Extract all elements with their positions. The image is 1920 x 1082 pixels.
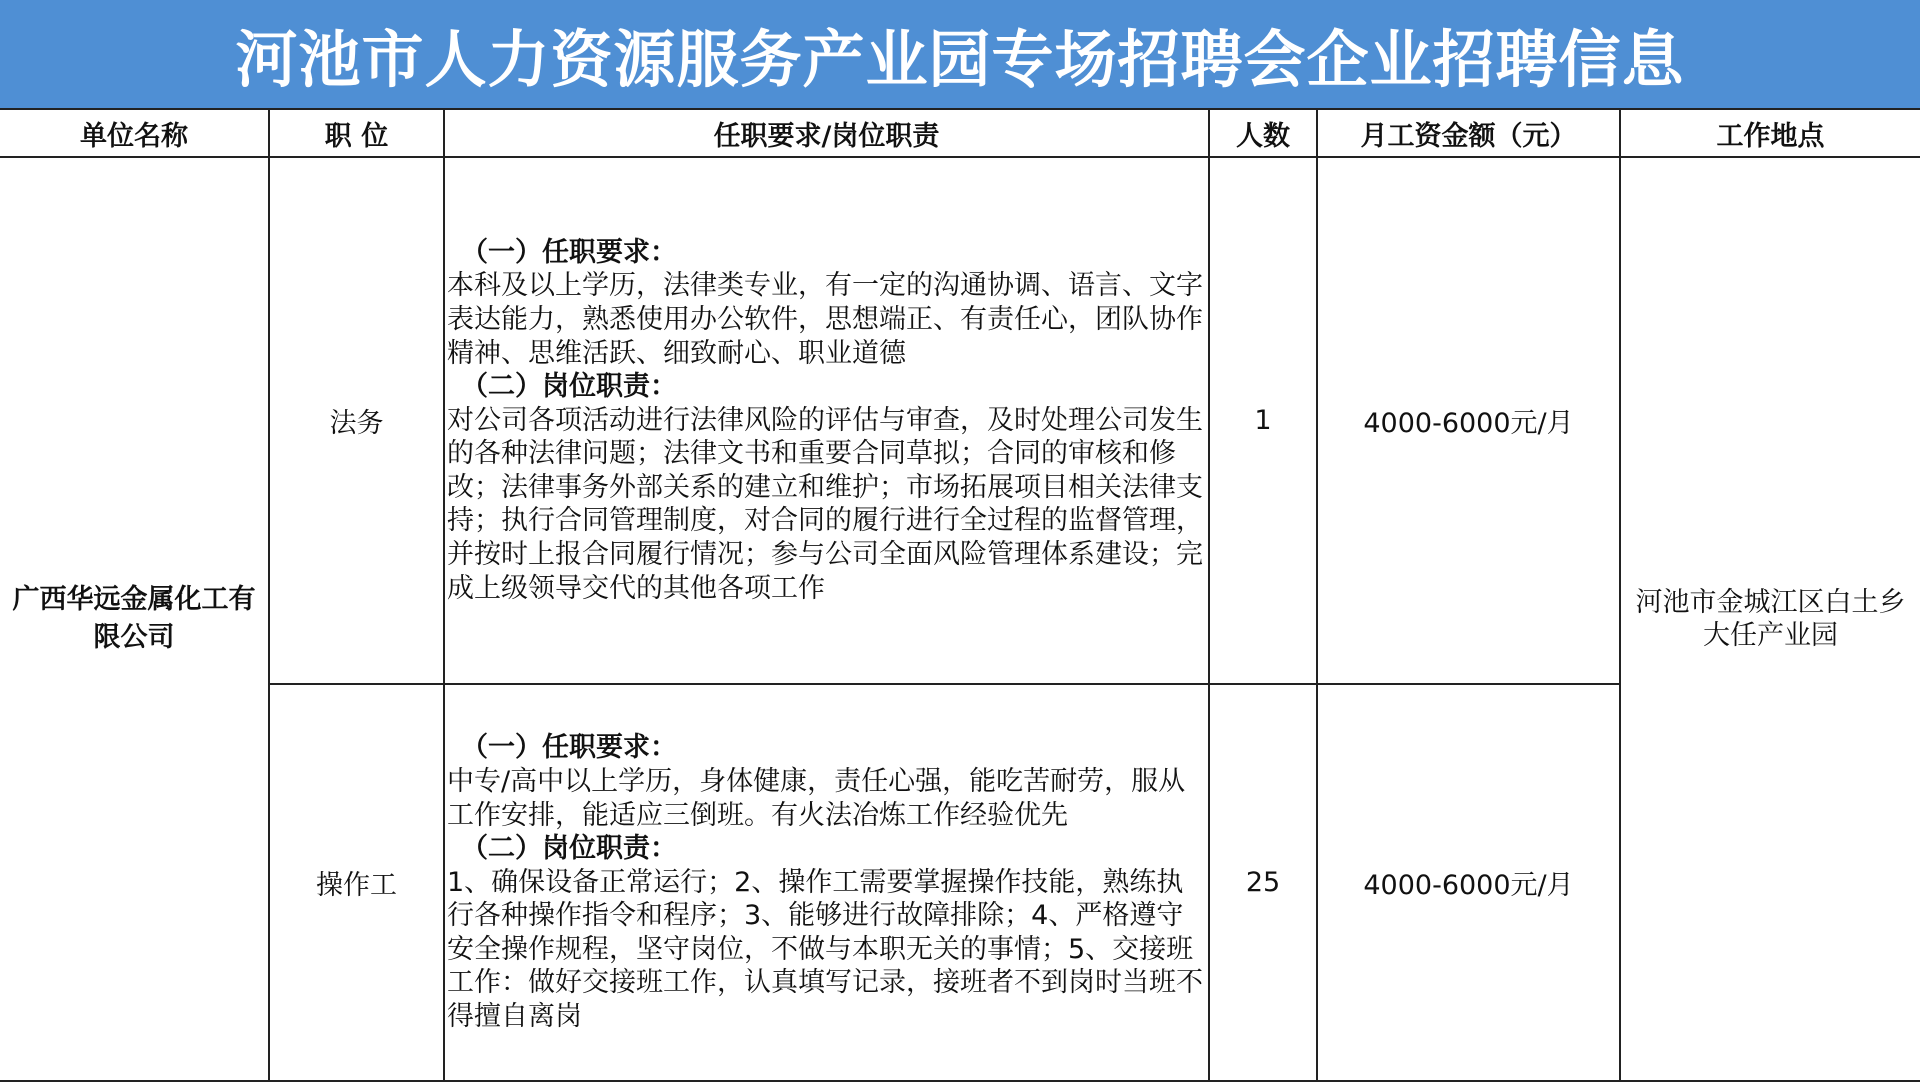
job-salary: 4000-6000元/月 [1317, 684, 1620, 1081]
header-position: 职 位 [269, 109, 444, 157]
table-row [0, 157, 1920, 684]
recruitment-table [0, 108, 1920, 1082]
header-headcount: 人数 [1209, 109, 1317, 157]
header-requirements: 任职要求/岗位职责 [444, 109, 1209, 157]
requirement-heading: （一）任职要求： [461, 236, 677, 268]
work-location: 河池市金城江区白土乡大任产业园 [1620, 157, 1920, 1081]
title-banner [0, 0, 1920, 108]
duty-text: 对公司各项活动进行法律风险的评估与审查，及时处理公司发生的各种法律问题；法律文书和重要合同草拟；合同的审核和修改；法律事务外部关系的建立和维护；市场拓展项目相关法律支持；执行合同管理制度，对合同的履行进行全过程的监督管理，并按时上报合同履行情况；参与公司全面风险管理体系建设；完成上级领导交代的其他各项工作 [447, 404, 1203, 604]
company-name: 广西华远金属化工有限公司 [0, 157, 269, 1081]
requirement-text: 中专/高中以上学历，身体健康，责任心强，能吃苦耐劳，服从工作安排，能适应三倒班。有火法冶炼工作经验优先 [447, 765, 1186, 831]
duty-heading: （二）岗位职责： [461, 371, 677, 403]
job-position: 法务 [269, 157, 444, 684]
header-company: 单位名称 [0, 109, 269, 157]
table-header-row [0, 109, 1920, 157]
job-requirements [444, 157, 1209, 684]
job-requirements [444, 684, 1209, 1081]
requirement-heading: （一）任职要求： [461, 732, 677, 764]
job-headcount: 25 [1209, 684, 1317, 1081]
requirement-text: 本科及以上学历，法律类专业，有一定的沟通协调、语言、文字表达能力，熟悉使用办公软件，思想端正、有责任心，团队协作精神、思维活跃、细致耐心、职业道德 [447, 270, 1203, 369]
job-salary: 4000-6000元/月 [1317, 157, 1620, 684]
job-position: 操作工 [269, 684, 444, 1081]
duty-text: 1、确保设备正常运行；2、操作工需要掌握操作技能，熟练执行各种操作指令和程序；3、能够进行故障排除；4、严格遵守安全操作规程，坚守岗位，不做与本职无关的事情；5、交接班工作：做好交接班工作，认真填写记录，接班者不到岗时当班不得擅自离岗 [447, 866, 1203, 1033]
duty-heading: （二）岗位职责： [461, 833, 677, 865]
header-location: 工作地点 [1620, 109, 1920, 157]
page-title: 河池市人力资源服务产业园专场招聘会企业招聘信息 [235, 22, 1685, 96]
job-headcount: 1 [1209, 157, 1317, 684]
header-salary: 月工资金额（元） [1317, 109, 1620, 157]
